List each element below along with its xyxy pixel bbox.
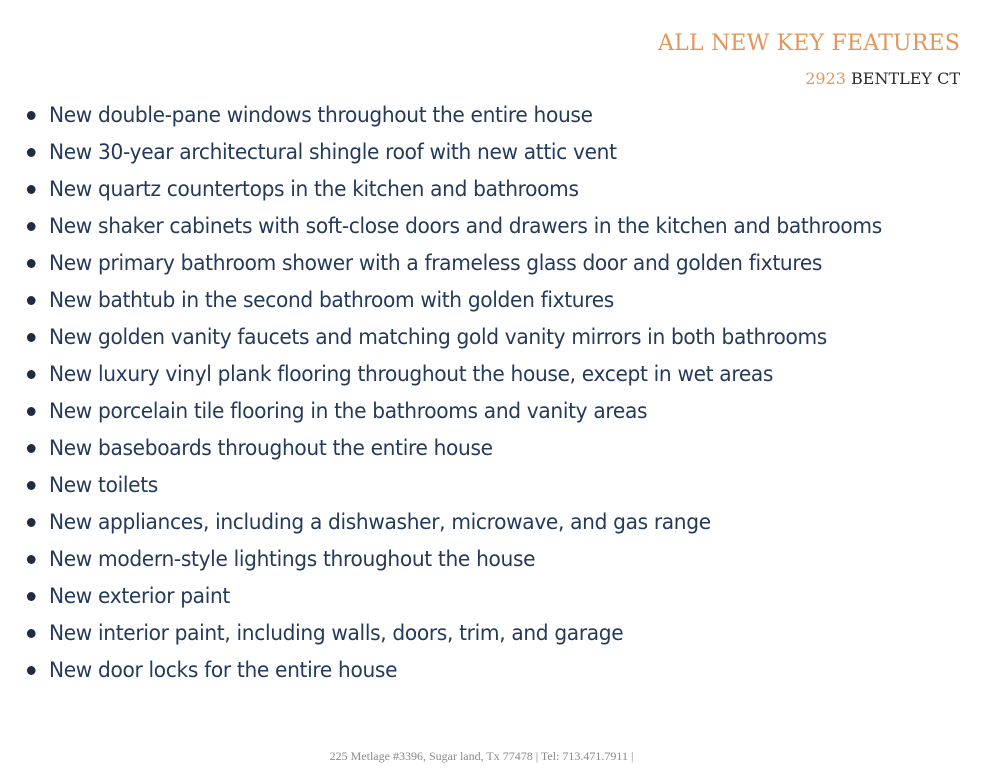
feature-text: New shaker cabinets with soft-close doors and drawers in the kitchen and bathrooms (49, 214, 882, 238)
list-item (25, 504, 882, 541)
list-item (25, 393, 882, 430)
bullet-icon (27, 222, 36, 231)
list-item (25, 430, 882, 467)
bullet-icon (27, 481, 36, 490)
bullet-icon (27, 296, 36, 305)
feature-text: New modern-style lightings throughout the house (49, 547, 536, 571)
feature-list (25, 97, 918, 689)
list-item (25, 171, 882, 208)
property-address (805, 68, 960, 90)
footer-contact: 225 Metlage #3396, Sugar land, Tx 77478 | Tel: 713.471.7911 | (329, 749, 634, 763)
list-item (25, 245, 882, 282)
feature-text: New interior paint, including walls, doors, trim, and garage (49, 621, 624, 645)
feature-text: New double-pane windows throughout the entire house (49, 103, 593, 127)
page-title: ALL NEW KEY FEATURES (658, 31, 960, 56)
bullet-icon (27, 518, 36, 527)
list-item (25, 97, 882, 134)
list-item (25, 652, 882, 689)
feature-text: New luxury vinyl plank flooring throughout the house, except in wet areas (49, 362, 774, 386)
feature-text: New porcelain tile flooring in the bathrooms and vanity areas (49, 399, 648, 423)
address-number: 2923 (805, 69, 846, 88)
bullet-icon (27, 666, 36, 675)
bullet-icon (27, 148, 36, 157)
feature-text: New door locks for the entire house (49, 658, 398, 682)
bullet-icon (27, 444, 36, 453)
feature-text: New primary bathroom shower with a frameless glass door and golden fixtures (49, 251, 823, 275)
feature-text: New exterior paint (49, 584, 230, 608)
list-item (25, 615, 882, 652)
list-item (25, 319, 882, 356)
feature-text: New quartz countertops in the kitchen and bathrooms (49, 177, 579, 201)
list-item (25, 134, 882, 171)
list-item (25, 541, 882, 578)
list-item (25, 578, 882, 615)
bullet-icon (27, 592, 36, 601)
bullet-icon (27, 407, 36, 416)
bullet-icon (27, 259, 36, 268)
bullet-icon (27, 185, 36, 194)
list-item (25, 356, 882, 393)
bullet-icon (27, 111, 36, 120)
feature-text: New 30-year architectural shingle roof with new attic vent (49, 140, 617, 164)
bullet-icon (27, 629, 36, 638)
feature-text: New golden vanity faucets and matching gold vanity mirrors in both bathrooms (49, 325, 827, 349)
list-item (25, 467, 882, 504)
address-street: BENTLEY CT (851, 69, 960, 88)
feature-text: New bathtub in the second bathroom with golden fixtures (49, 288, 614, 312)
feature-text: New toilets (49, 473, 158, 497)
bullet-icon (27, 333, 36, 342)
bullet-icon (27, 555, 36, 564)
bullet-icon (27, 370, 36, 379)
feature-text: New baseboards throughout the entire house (49, 436, 493, 460)
feature-text: New appliances, including a dishwasher, microwave, and gas range (49, 510, 711, 534)
list-item (25, 208, 882, 245)
list-item (25, 282, 882, 319)
